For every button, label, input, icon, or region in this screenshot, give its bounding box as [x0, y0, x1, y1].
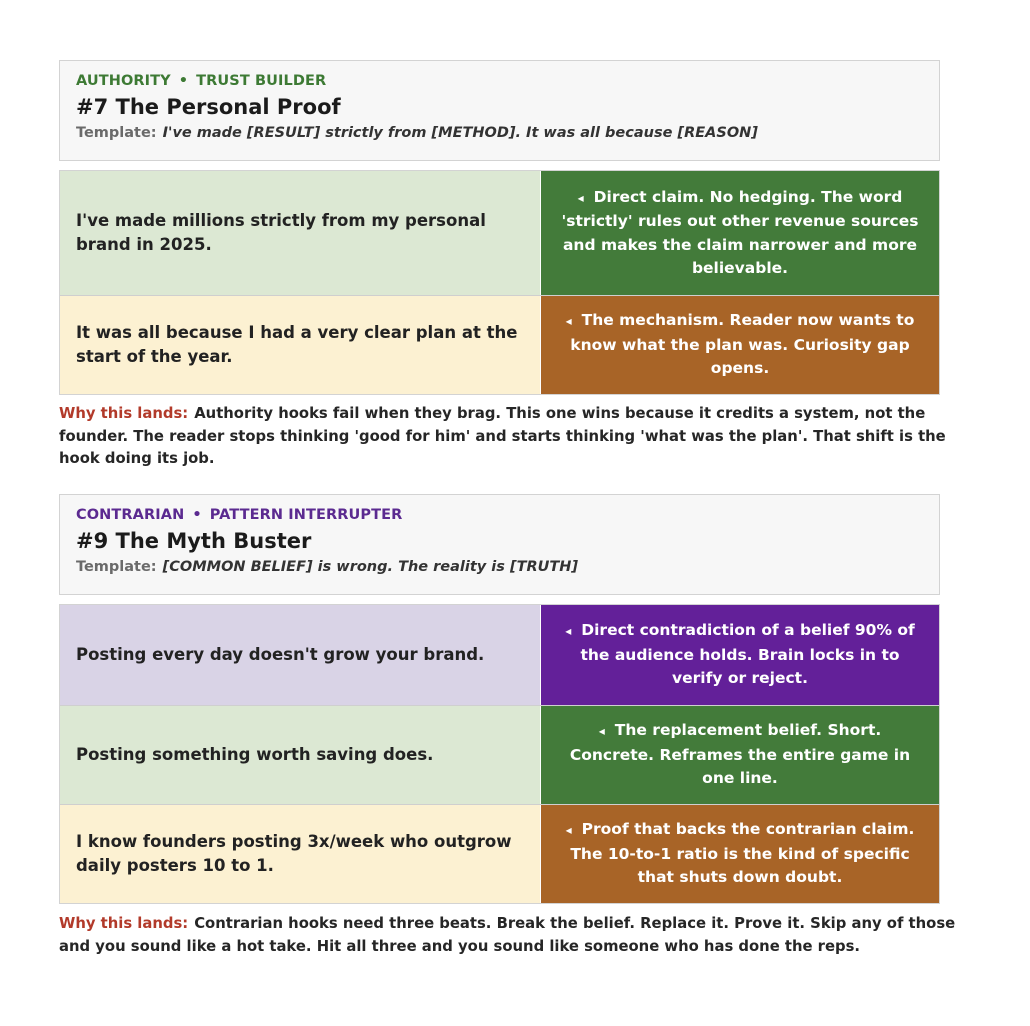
hook-line-text: It was all because I had a very clear plan at the start of the year. [76, 323, 518, 366]
annotation [540, 805, 939, 903]
subcategory-tag: PATTERN INTERRUPTER [209, 507, 403, 523]
hook-line [60, 706, 540, 804]
annotation [540, 706, 939, 804]
annotation-text [555, 186, 925, 281]
hook-line [60, 296, 540, 394]
breakdown-row [60, 605, 939, 705]
annotation [540, 171, 939, 295]
arrow-left-icon: ◂ [577, 190, 584, 205]
card-title: #9 The Myth Buster [76, 529, 312, 553]
hook-line-text: I've made millions strictly from my personal brand in 2025. [76, 211, 486, 254]
why-this-lands [59, 913, 989, 958]
hook-line-text: Posting every day doesn't grow your brand. [76, 645, 485, 664]
card-header [59, 494, 940, 595]
why-text: Contrarian hooks need three beats. Break the belief. Replace it. Prove it. Skip any of those and you sound like a hot take. Hit all three and you sound like someone who has done the reps. [59, 915, 956, 955]
category-tag: AUTHORITY [76, 73, 171, 89]
hook-line-text: Posting something worth saving does. [76, 745, 434, 764]
template-text: [COMMON BELIEF] is wrong. The reality is [TRUTH] [162, 559, 579, 575]
annotation-note: Proof that backs the contrarian claim. The 10-to-1 ratio is the kind of specific that shuts down doubt. [570, 820, 915, 887]
annotation [540, 296, 939, 394]
hook-line-text: I know founders posting 3x/week who outgrow daily posters 10 to 1. [76, 832, 512, 875]
hook-line [60, 805, 540, 903]
subcategory-tag: TRUST BUILDER [196, 73, 327, 89]
arrow-left-icon: ◂ [598, 724, 605, 739]
hook-card-personal-proof [59, 60, 940, 395]
annotation-text [555, 619, 925, 691]
annotation-note: Direct contradiction of a belief 90% of the audience holds. Brain locks in to verify or reject. [580, 621, 915, 688]
breakdown-row [60, 171, 939, 295]
card-title: #7 The Personal Proof [76, 95, 341, 119]
hook-breakdown-table [59, 170, 940, 395]
template-line [76, 125, 923, 141]
why-text: Authority hooks fail when they brag. This one wins because it credits a system, not the founder. The reader stops thinking 'good for him' and starts thinking 'what was the plan'. That shift is the hook doing its job. [59, 405, 946, 467]
template-text: I've made [RESULT] strictly from [METHOD]. It was all because [REASON] [162, 125, 758, 141]
hook-line [60, 605, 540, 705]
hook-card-myth-buster [59, 494, 940, 904]
hook-breakdown-table [59, 604, 940, 904]
template-line [76, 559, 923, 575]
arrow-left-icon: ◂ [565, 314, 572, 329]
breakdown-row [60, 295, 939, 394]
annotation [540, 605, 939, 705]
category-tag: CONTRARIAN [76, 507, 185, 523]
breakdown-row [60, 804, 939, 903]
annotation-note: The replacement belief. Short. Concrete. Reframes the entire game in one line. [569, 721, 911, 788]
card-header [59, 60, 940, 161]
template-label: Template: [76, 125, 157, 141]
category-tags [76, 507, 923, 523]
why-label: Why this lands: [59, 405, 189, 422]
annotation-text [555, 818, 925, 890]
tag-separator: • [178, 73, 189, 89]
why-label: Why this lands: [59, 915, 189, 932]
why-this-lands [59, 403, 989, 471]
annotation-note: The mechanism. Reader now wants to know what the plan was. Curiosity gap opens. [570, 311, 915, 378]
tag-separator: • [192, 507, 202, 523]
template-label: Template: [76, 559, 157, 575]
arrow-left-icon: ◂ [565, 624, 572, 639]
annotation-text [555, 719, 925, 791]
annotation-note: Direct claim. No hedging. The word 'strictly' rules out other revenue sources and makes the claim narrower and more believable. [561, 187, 919, 277]
category-tags [76, 73, 923, 89]
breakdown-row [60, 705, 939, 804]
hook-line [60, 171, 540, 295]
annotation-text [555, 309, 925, 381]
arrow-left-icon: ◂ [565, 823, 572, 838]
